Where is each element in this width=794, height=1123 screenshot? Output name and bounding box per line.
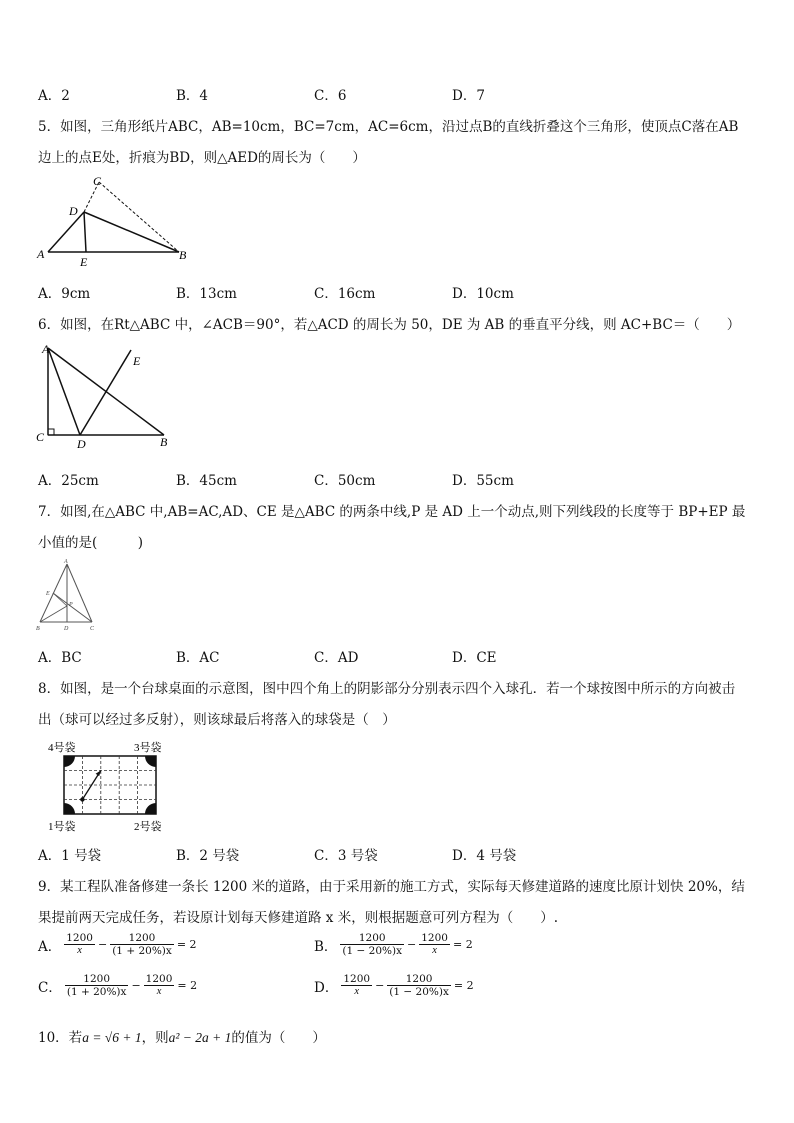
q6-triangle-figure [34,340,184,450]
q6-label-b: B [160,435,168,449]
q9-stem-line1: 9．某工程队准备修建一条长 1200 米的道路，由于采用新的施工方式，实际每天修建道路的速度比原计划快 20%，结 [38,879,745,895]
q6-label-a: A [42,342,50,356]
q9-option-a[interactable]: A． $\frac{1200}{x}$ − $\frac{1200}{(1 + 20\%)x}$ = 2 [38,932,197,957]
q5-option-c[interactable]: C．16cm [314,286,376,302]
q8-pocket-2-icon [145,803,156,814]
q6-option-a[interactable]: A．25cm [38,473,99,489]
q9-option-b-fraction-2: $\frac{1200}{x}$ [421,932,448,956]
q5-triangle-figure [36,172,191,268]
q9-option-d-fraction-2: $\frac{1200}{(1 - 20\%)x}$ [389,973,449,998]
q9-option-a-fraction-2: $\frac{1200}{(1 + 20\%)x}$ [112,932,172,957]
q7-option-d[interactable]: D．CE [452,650,497,666]
q8-label-pocket-1: 1号袋 [48,821,76,833]
q8-direction-arrow-icon [96,771,101,777]
q10-expression: a² − 2a + 1 [168,1030,232,1045]
q9-option-d-rhs: = 2 [453,979,474,992]
q4-option-a[interactable]: A．2 [38,88,70,104]
q10-mid: ，则 [141,1030,169,1046]
q8-ball-icon [80,797,84,801]
q8-option-b[interactable]: B．2 号袋 [176,848,240,864]
q9-option-c-letter: C． [38,979,62,996]
q7-label-b: B [36,626,40,632]
q5-label-a: A [37,247,45,261]
q6-option-d[interactable]: D．55cm [452,473,514,489]
q6-stem-line1: 6．如图，在Rt△ABC 中，∠ACB＝90°，若△ACD 的周长为 50，DE 为 AB 的垂直平分线，则 AC+BC＝（ ） [38,317,741,333]
q7-stem-line2: 小值的是( ) [38,535,144,551]
q7-triangle-figure [34,558,100,634]
q9-option-a-fraction-1: $\frac{1200}{x}$ [66,932,93,956]
q9-option-c[interactable]: C． $\frac{1200}{(1 + 20\%)x}$ − $\frac{1200}{x}$ = 2 [38,973,198,998]
q7-option-b[interactable]: B．AC [176,650,220,666]
q9-option-c-fraction-1: $\frac{1200}{(1 + 20\%)x}$ [66,973,127,998]
q7-label-e: E [46,591,50,597]
q5-option-a[interactable]: A．9cm [38,286,91,302]
q10-prefix: 10．若 [38,1030,83,1046]
q9-stem-line2: 果提前两天完成任务，若设原计划每天修建道路 x 米，则根据题意可列方程为（ ）. [38,910,558,926]
q8-label-pocket-2: 2号袋 [134,821,162,833]
q5-label-e: E [80,255,88,268]
q8-option-a[interactable]: A．1 号袋 [38,848,102,864]
q9-option-c-fraction-2: $\frac{1200}{x}$ [145,973,173,997]
q5-option-d[interactable]: D．10cm [452,286,514,302]
q8-pocket-1-icon [64,803,75,814]
q9-option-a-letter: A． [38,938,62,955]
q5-stem-line1: 5．如图，三角形纸片ABC，AB=10cm，BC=7cm，AC=6cm，沿过点B的直线折叠这个三角形，使顶点C落在AB [38,119,739,135]
q9-option-d[interactable]: D． $\frac{1200}{x}$ − $\frac{1200}{(1 - 20\%)x}$ = 2 [314,973,474,998]
q5-label-c: C [93,174,102,188]
q6-option-b[interactable]: B．45cm [176,473,237,489]
q8-pocket-4-icon [64,756,75,767]
q4-option-d[interactable]: D．7 [452,88,485,104]
q5-stem-line2: 边上的点E处，折痕为BD，则△AED的周长为（ ） [38,150,366,166]
q9-option-a-rhs: = 2 [176,938,197,951]
q7-option-c[interactable]: C．AD [314,650,359,666]
q8-stem-line1: 8．如图，是一个台球桌面的示意图，图中四个角上的阴影部分分别表示四个入球孔．若一个球按图中所示的方向被击 [38,681,736,697]
q8-stem-line2: 出（球可以经过多反射），则该球最后将落入的球袋是（ ） [38,712,396,728]
q8-label-pocket-4: 4号袋 [48,742,76,754]
q7-label-c: C [90,626,95,632]
q9-option-b[interactable]: B． $\frac{1200}{(1 - 20\%)x}$ − $\frac{1200}{x}$ = 2 [314,932,473,957]
q4-option-b[interactable]: B．4 [176,88,209,104]
q6-option-c[interactable]: C．50cm [314,473,376,489]
q8-label-pocket-3: 3号袋 [134,742,162,754]
q6-label-c: C [36,430,45,444]
q6-label-e: E [133,354,141,368]
q7-label-p: P [69,602,73,608]
q10-equation: a = √6 + 1 [82,1030,142,1045]
q8-option-c[interactable]: C．3 号袋 [314,848,378,864]
q9-option-b-fraction-1: $\frac{1200}{(1 - 20\%)x}$ [342,932,403,957]
q5-option-b[interactable]: B．13cm [176,286,237,302]
q6-label-d: D [77,437,86,450]
q7-label-d: D [64,626,69,632]
q7-stem-line1: 7．如图,在△ABC 中,AB=AC,AD、CE 是△ABC 的两条中线,P 是 AD 上一个动点,则下列线段的长度等于 BP+EP 最 [38,504,746,520]
q8-pocket-3-icon [145,756,156,767]
q5-label-b: B [179,248,187,262]
q8-billiard-table-figure [44,738,174,834]
q7-label-a: A [64,559,68,565]
q9-option-b-letter: B． [314,938,338,955]
q7-option-a[interactable]: A．BC [38,650,82,666]
q4-option-c[interactable]: C．6 [314,88,347,104]
q9-option-d-letter: D． [314,979,339,996]
q5-label-d: D [69,204,78,218]
q8-option-d[interactable]: D．4 号袋 [452,848,517,864]
q9-option-b-rhs: = 2 [452,938,473,951]
q9-option-d-fraction-1: $\frac{1200}{x}$ [343,973,371,997]
q9-option-c-rhs: = 2 [177,979,198,992]
q10-suffix: 的值为（ ） [231,1030,326,1046]
q10-stem [38,1026,326,1046]
